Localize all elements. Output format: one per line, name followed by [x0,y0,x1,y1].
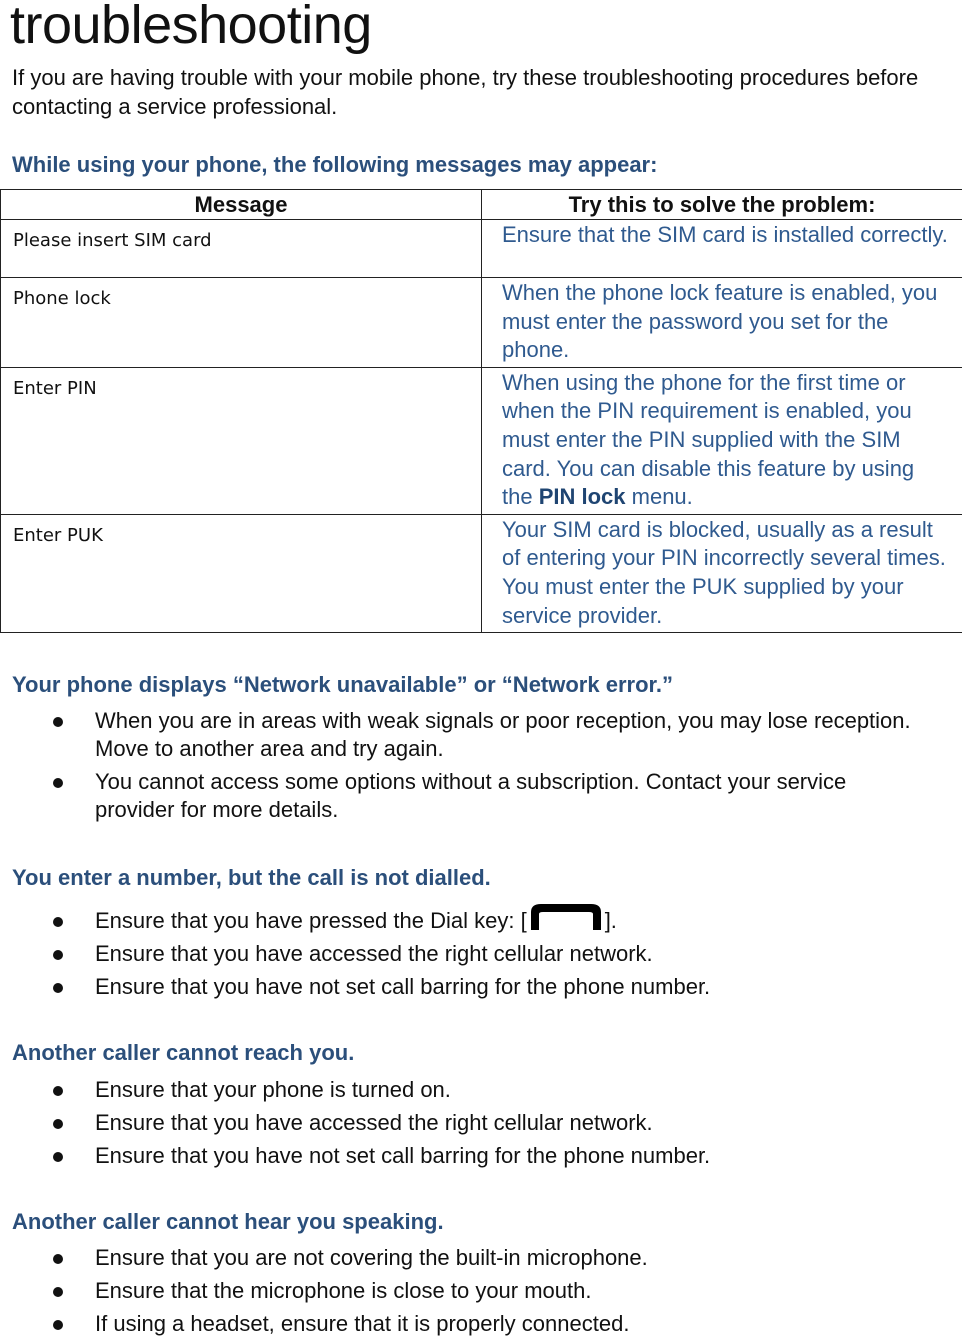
messages-table [0,189,962,633]
table-header-row [1,190,962,220]
bullet-icon [53,1254,63,1264]
list-item [0,1310,962,1338]
solution-text: When using the phone for the first time or when the PIN requirement is enabled, you must enter the PIN supplied with the SIM card. You can disable this feature by using the [502,369,915,510]
list-item [0,907,962,935]
list-item-text: When you are in areas with weak signals or poor reception, you may lose reception. Move to another area and try again. [95,708,911,761]
list-item-text: Ensure that you have accessed the right cellular network. [95,941,653,966]
bullet-icon [53,1119,63,1129]
message-cell: Phone lock [1,278,482,368]
table-row [1,220,962,278]
not-dialled-heading: You enter a number, but the call is not dialled. [12,865,491,890]
message-cell: Please insert SIM card [1,220,482,278]
table-row [1,278,962,368]
column-header-solution: Try this to solve the problem: [482,190,962,220]
bullet-icon [53,1152,63,1162]
list-item [0,1076,962,1104]
list-item-text: If using a headset, ensure that it is properly connected. [95,1311,630,1336]
solution-cell: Your SIM card is blocked, usually as a result of entering your PIN incorrectly several times. You must enter the PUK supplied by your service provider. [482,514,962,632]
table-row [1,514,962,632]
bullet-icon [53,983,63,993]
not-dialled-list [0,907,962,1001]
list-item [0,1244,962,1272]
table-row [1,367,962,514]
solution-text: menu. [625,484,693,510]
message-cell: Enter PUK [1,514,482,632]
list-item-text: Ensure that the microphone is close to your mouth. [95,1278,592,1303]
list-item-text: Ensure that you have not set call barring for the phone number. [95,974,711,999]
column-header-message: Message [1,190,482,220]
pin-lock-menu-name: PIN lock [538,484,626,510]
list-item [0,940,962,968]
intro-paragraph: If you are having trouble with your mobile phone, try these troubleshooting procedures before contacting a service professional. [12,65,919,119]
list-item-text: ]. [604,908,617,933]
solution-cell: When the phone lock feature is enabled, you must enter the password you set for the phone. [482,278,962,368]
bullet-icon [53,1086,63,1096]
cannot-hear-list [0,1244,962,1338]
cannot-reach-heading: Another caller cannot reach you. [12,1040,355,1065]
list-item-text: Ensure that you are not covering the built-in microphone. [95,1245,648,1270]
list-item [0,1142,962,1170]
solution-cell: Ensure that the SIM card is installed correctly. [482,220,962,278]
list-item-text: You cannot access some options without a subscription. Contact your service provider for more details. [95,769,847,822]
list-item [0,1277,962,1305]
list-item-text: Ensure that you have accessed the right cellular network. [95,1110,653,1135]
bullet-icon [53,778,63,788]
list-item [0,973,962,1001]
message-cell: Enter PIN [1,367,482,514]
bullet-icon [53,717,63,727]
bullet-icon [53,1320,63,1330]
network-error-list [0,707,962,824]
messages-heading: While using your phone, the following messages may appear: [12,152,658,177]
list-item-text: Ensure that your phone is turned on. [95,1077,451,1102]
list-item [0,768,962,824]
list-item-text: Ensure that you have not set call barring for the phone number. [95,1143,711,1168]
bullet-icon [53,950,63,960]
cannot-hear-heading: Another caller cannot hear you speaking. [12,1209,444,1234]
list-item [0,1109,962,1137]
network-error-heading: Your phone displays “Network unavailable” or “Network error.” [12,672,673,697]
bullet-icon [53,917,63,927]
dial-key-icon [527,900,605,934]
bullet-icon [53,1287,63,1297]
list-item [0,707,962,763]
cannot-reach-list [0,1076,962,1170]
list-item-text: Ensure that you have pressed the Dial key: [ [95,908,527,933]
page-title: troubleshooting [10,0,372,55]
solution-cell [482,367,962,514]
